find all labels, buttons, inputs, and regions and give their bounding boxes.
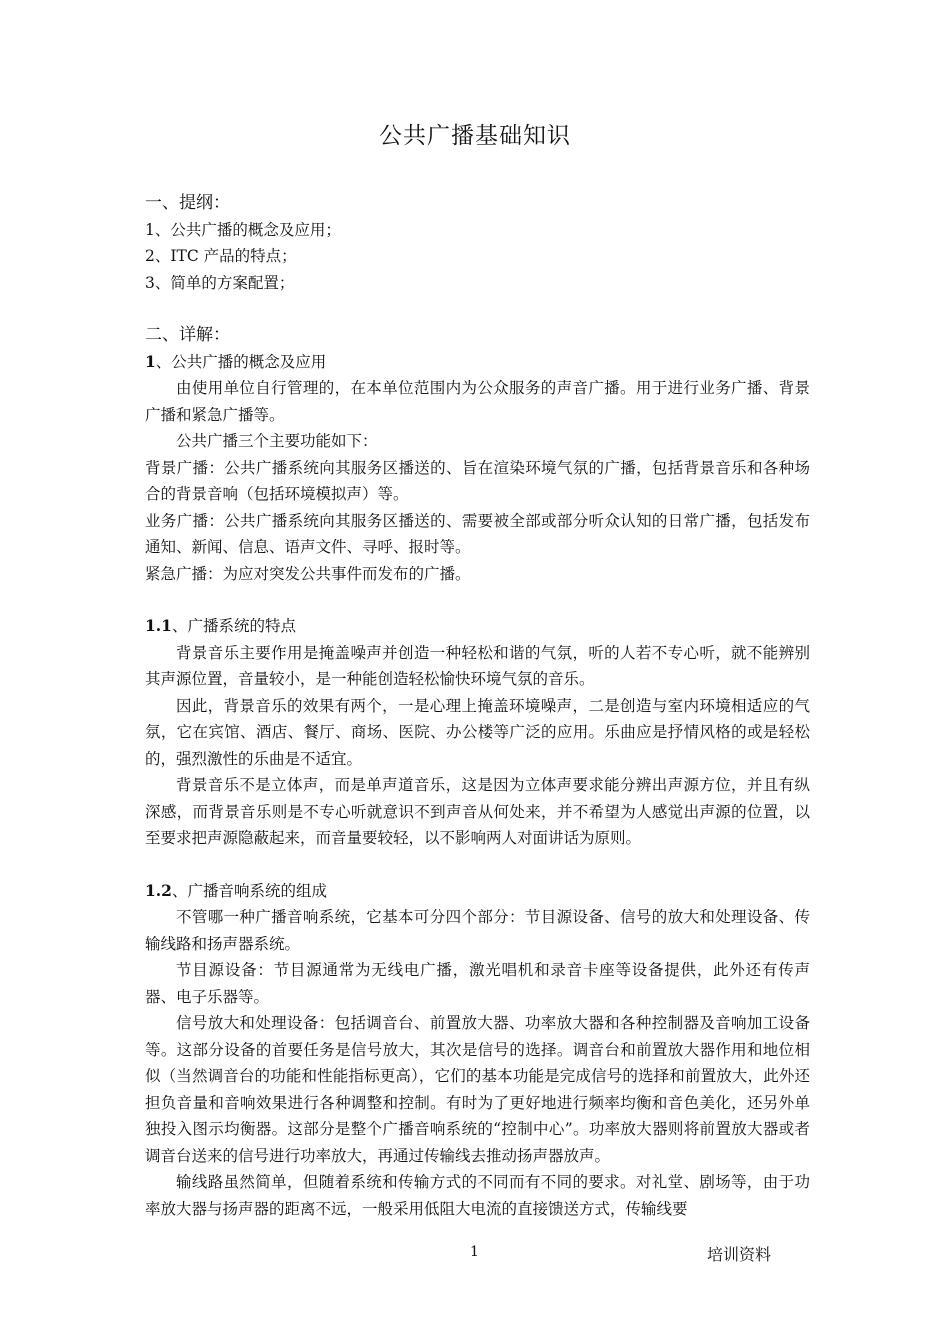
section-number: 1.2 — [145, 880, 172, 900]
section-number: 1.1 — [145, 616, 172, 635]
spacer — [145, 296, 810, 322]
document-body — [145, 190, 810, 1222]
paragraph: 不管哪一种广播音响系统，它基本可分四个部分：节目源设备、信号的放大和处理设备、传输线路和扬声器系统。 — [145, 908, 810, 953]
paragraph: 节目源设备：节目源通常为无线电广播，激光唱机和录音卡座等设备提供，此外还有传声器、电子乐器等。 — [145, 961, 810, 1006]
section-number: 1 — [145, 351, 156, 371]
section-title: 、公共广播的概念及应用 — [155, 352, 327, 371]
section-title: 、广播音响系统的组成 — [171, 881, 327, 900]
outline-item: 3、简单的方案配置； — [145, 273, 295, 292]
section-heading-1 — [145, 349, 810, 376]
section-title: 、广播系统的特点 — [171, 617, 296, 635]
paragraph: 业务广播：公共广播系统向其服务区播送的、需要被全部或部分听众认知的日常广播，包括发布通知、新闻、信息、语声文件、寻呼、报时等。 — [145, 511, 810, 556]
paragraph: 公共广播三个主要功能如下： — [176, 432, 378, 450]
paragraph: 因此，背景音乐的效果有两个，一是心理上掩盖环境噪声，二是创造与室内环境相适应的气氛，它在宾馆、酒店、餐厅、商场、医院、办公楼等广泛的应用。乐曲应是抒情风格的或是轻松的，强烈激性的乐曲是不适宜。 — [145, 696, 810, 768]
paragraph: 背景广播：公共广播系统向其服务区播送的、旨在渲染环境气氛的广播，包括背景音乐和各种场合的背景音响（包括环境模拟声）等。 — [145, 458, 810, 503]
page-title: 公共广播基础知识 — [379, 123, 571, 149]
outline-item: 1、公共广播的概念及应用； — [145, 220, 341, 239]
paragraph: 由使用单位自行管理的，在本单位范围内为公众服务的声音广播。用于进行业务广播、背景广播和紧急广播等。 — [145, 379, 810, 424]
spacer — [145, 587, 810, 613]
paragraph: 背景音乐不是立体声，而是单声道音乐，这是因为立体声要求能分辨出声源方位，并且有纵深感，而背景音乐则是不专心听就意识不到声音从何处来，并不希望为人感觉出声源的位置，以至要求把声源隐蔽起来，而音量要较轻，以不影响两人对面讲话为原则。 — [145, 776, 810, 847]
detail-heading: 二、详解： — [145, 325, 230, 345]
paragraph: 信号放大和处理设备：包括调音台、前置放大器、功率放大器和各种控制器及音响加工设备等。这部分设备的首要任务是信号放大，其次是信号的选择。调音台和前置放大器作用和地位相似（当然调音台的功能和性能指标更高），它们的基本功能是完成信号的选择和前置放大，此外还担负音量和音响效果进行各种调整和控制。有时为了更好地进行频率均衡和音色美化，还另外单独投入图示均衡器。这部分是整个广播音响系统的“控制中心”。功率放大器则将前置放大器或者调音台送来的信号进行功率放大，再通过传输线去推动扬声器放声。 — [145, 1014, 810, 1165]
spacer — [145, 852, 810, 878]
section-heading-1-2 — [145, 878, 810, 905]
paragraph: 紧急广播：为应对突发公共事件而发布的广播。 — [145, 564, 471, 583]
outline-heading: 一、提纲： — [145, 193, 230, 213]
paragraph: 背景音乐主要作用是掩盖噪声并创造一种轻松和谐的气氛，听的人若不专心听，就不能辨别其声源位置，音量较小，是一种能创造轻松愉快环境气氛的音乐。 — [145, 643, 810, 688]
paragraph: 输线路虽然简单，但随着系统和传输方式的不同而有不同的要求。对礼堂、剧场等，由于功率放大器与扬声器的距离不远，一般采用低阻大电流的直接馈送方式，传输线要 — [145, 1173, 810, 1218]
section-heading-1-1 — [145, 613, 810, 640]
page-number: 1 — [470, 1244, 479, 1260]
footer-label: 培训资料 — [707, 1245, 772, 1264]
outline-item: 2、ITC 产品的特点； — [145, 247, 297, 265]
